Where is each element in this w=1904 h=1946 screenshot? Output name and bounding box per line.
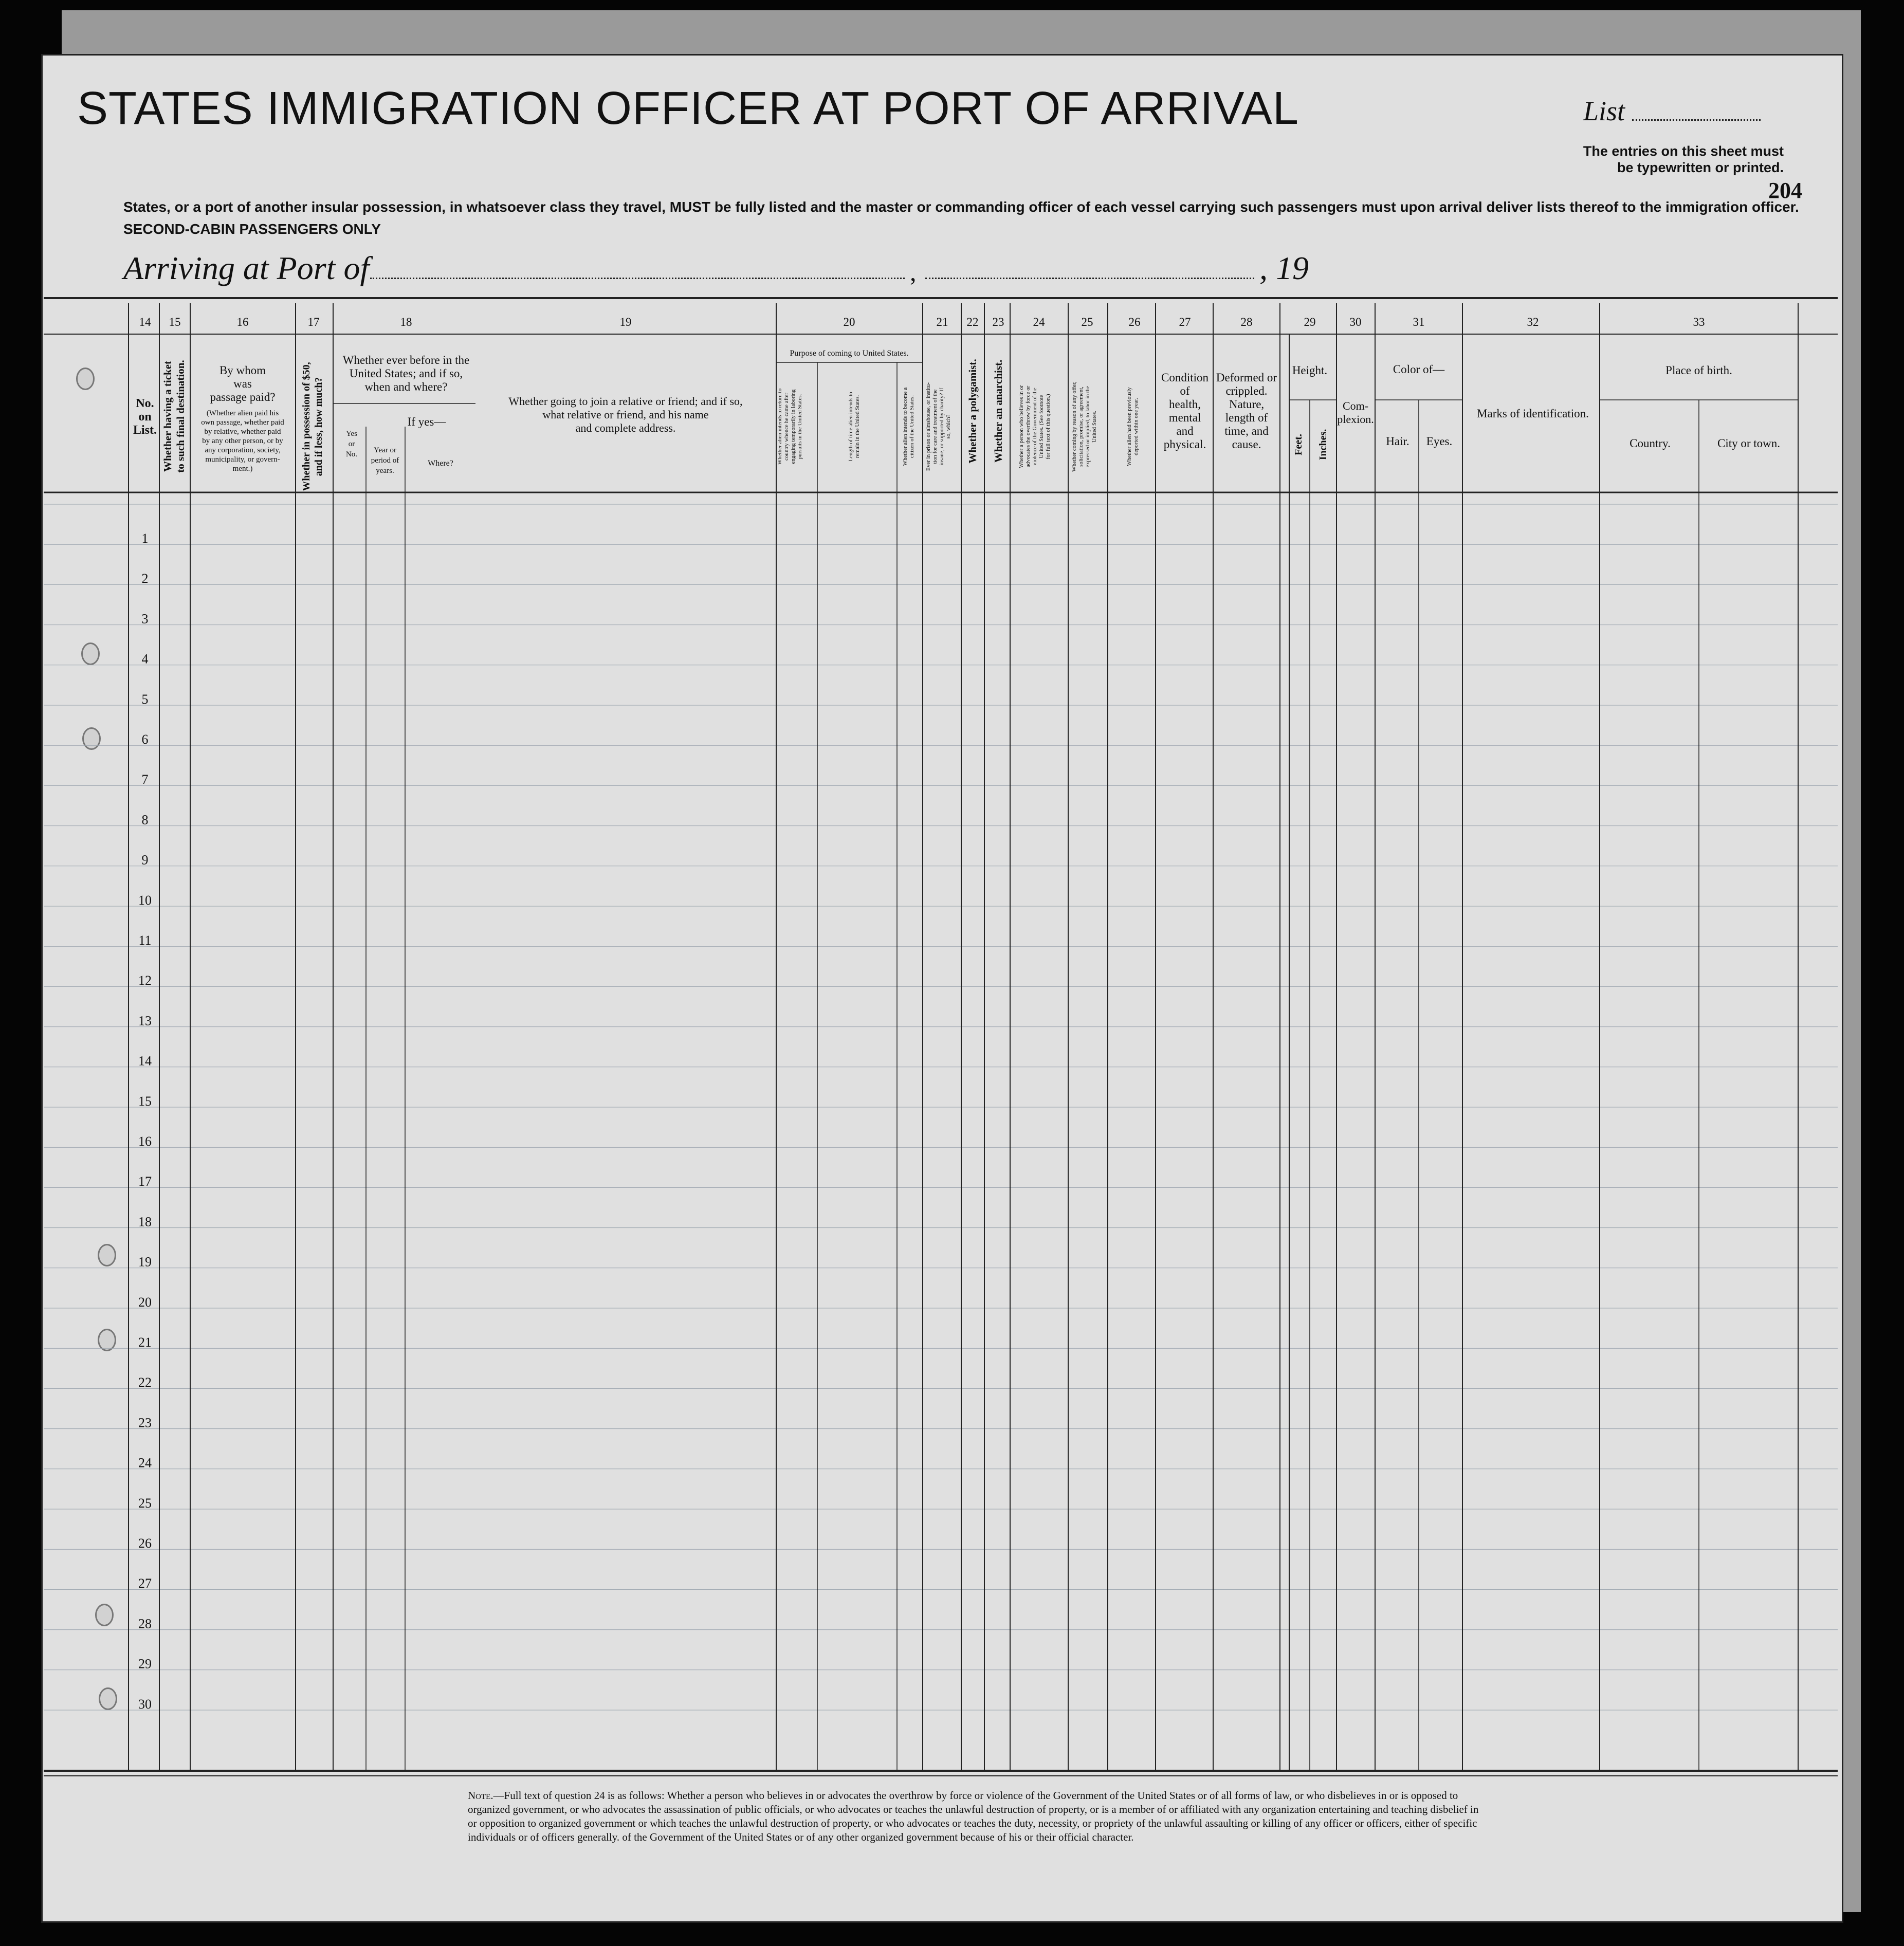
svg-text:Height.: Height. bbox=[1292, 364, 1328, 377]
row-number: 16 bbox=[138, 1134, 152, 1149]
note-label: Note. bbox=[468, 1789, 493, 1802]
col-num-24: 24 bbox=[1033, 316, 1045, 328]
header-overthrow-government bbox=[1018, 385, 1051, 468]
row-number: 22 bbox=[138, 1375, 152, 1390]
svg-text:Whether having a ticket: Whether having a ticket bbox=[161, 360, 174, 472]
svg-text:Purpose of coming to United St: Purpose of coming to United States. bbox=[790, 349, 909, 358]
row-number: 17 bbox=[138, 1174, 152, 1189]
svg-text:United States; and if so,: United States; and if so, bbox=[349, 367, 463, 380]
header-height bbox=[1292, 364, 1329, 460]
svg-text:passage paid?: passage paid? bbox=[210, 391, 276, 403]
svg-text:Com-: Com- bbox=[1342, 399, 1369, 412]
row-number: 27 bbox=[138, 1576, 152, 1591]
svg-text:Place of birth.: Place of birth. bbox=[1665, 364, 1732, 377]
header-offer-to-labor bbox=[1071, 381, 1097, 472]
svg-text:pursuits in the United States.: pursuits in the United States. bbox=[797, 394, 803, 460]
col-num-14: 14 bbox=[139, 316, 151, 328]
header-possession-50 bbox=[301, 362, 324, 491]
row-number: 15 bbox=[138, 1093, 152, 1109]
col-num-23: 23 bbox=[992, 316, 1004, 328]
svg-text:violence of the Government of: violence of the Government of the bbox=[1032, 388, 1038, 466]
table-grid bbox=[44, 298, 1838, 1776]
svg-text:when and where?: when and where? bbox=[364, 380, 448, 393]
svg-text:Country.: Country. bbox=[1630, 437, 1671, 450]
svg-text:Whether an anarchist.: Whether an anarchist. bbox=[992, 359, 1004, 463]
svg-text:and complete address.: and complete address. bbox=[575, 421, 676, 434]
svg-text:or: or bbox=[348, 440, 355, 448]
col-num-15: 15 bbox=[169, 316, 181, 328]
col-num-29: 29 bbox=[1304, 316, 1316, 328]
svg-text:by relative, whether paid: by relative, whether paid bbox=[204, 428, 281, 436]
row-number: 29 bbox=[138, 1656, 152, 1672]
header-previously-deported bbox=[1126, 387, 1139, 466]
col-num-21: 21 bbox=[936, 316, 948, 328]
svg-text:Whether going to join a relati: Whether going to join a relative or friend; and if so, bbox=[508, 395, 743, 408]
svg-text:citizen of the United States.: citizen of the United States. bbox=[909, 395, 915, 458]
svg-text:Color of—: Color of— bbox=[1393, 363, 1445, 376]
col-num-32: 32 bbox=[1527, 316, 1539, 328]
svg-text:plexion.: plexion. bbox=[1337, 413, 1374, 426]
svg-text:Hair.: Hair. bbox=[1386, 435, 1409, 448]
year-prefix: , 19 bbox=[1259, 250, 1309, 286]
header-ticket-destination bbox=[161, 360, 187, 472]
svg-text:country whence he came after: country whence he came after bbox=[783, 393, 790, 461]
row-number: 20 bbox=[138, 1294, 152, 1310]
svg-text:mental: mental bbox=[1168, 411, 1201, 424]
svg-text:for full text of this question: for full text of this question.) bbox=[1045, 394, 1051, 460]
arriving-port-label: Arriving at Port of bbox=[123, 250, 370, 286]
svg-text:Whether a person who believes: Whether a person who believes in or bbox=[1018, 385, 1024, 468]
svg-text:Eyes.: Eyes. bbox=[1426, 435, 1453, 448]
date-separator: , bbox=[910, 258, 917, 286]
header-condition-health bbox=[1161, 371, 1209, 451]
svg-text:to such final destination.: to such final destination. bbox=[174, 360, 187, 473]
svg-text:Whether coming by reason of an: Whether coming by reason of any offer, bbox=[1071, 381, 1077, 472]
row-number: 24 bbox=[138, 1455, 152, 1471]
svg-text:ment.): ment.) bbox=[232, 465, 253, 473]
header-polygamist-anarchist bbox=[966, 359, 1004, 463]
col-num-28: 28 bbox=[1240, 316, 1253, 328]
header-color-of bbox=[1386, 363, 1452, 448]
row-number: 6 bbox=[141, 732, 149, 747]
svg-text:cause.: cause. bbox=[1232, 438, 1261, 451]
header-place-of-birth bbox=[1630, 364, 1780, 450]
entries-notice: The entries on this sheet must be typewritten or printed. bbox=[1583, 143, 1784, 175]
svg-text:List.: List. bbox=[133, 424, 157, 437]
col-num-27: 27 bbox=[1179, 316, 1191, 328]
svg-text:by any other person, or by: by any other person, or by bbox=[202, 437, 283, 445]
svg-text:City or town.: City or town. bbox=[1717, 437, 1781, 450]
header-deformed-crippled bbox=[1216, 371, 1277, 451]
row-number: 11 bbox=[138, 933, 152, 948]
header-complexion bbox=[1337, 399, 1374, 426]
svg-text:No.: No. bbox=[345, 450, 358, 458]
row-number: 12 bbox=[138, 973, 152, 988]
col-num-17: 17 bbox=[307, 316, 320, 328]
row-number: 9 bbox=[141, 852, 149, 868]
row-number: 1 bbox=[141, 531, 149, 546]
svg-text:physical.: physical. bbox=[1163, 438, 1206, 451]
svg-text:years.: years. bbox=[376, 467, 394, 475]
svg-text:Year or: Year or bbox=[374, 446, 396, 454]
col-num-18: 18 bbox=[400, 316, 412, 328]
svg-text:period of: period of bbox=[371, 456, 399, 465]
svg-text:own passage, whether paid: own passage, whether paid bbox=[201, 418, 284, 427]
svg-text:what relative or friend, and h: what relative or friend, and his name bbox=[542, 408, 709, 421]
svg-text:Length of time alien intends t: Length of time alien intends to bbox=[848, 392, 854, 462]
svg-text:time, and: time, and bbox=[1224, 425, 1269, 437]
row-number: 23 bbox=[138, 1415, 152, 1430]
svg-text:Whether alien intends to becom: Whether alien intends to become a bbox=[902, 387, 908, 466]
row-number: 21 bbox=[138, 1335, 152, 1350]
svg-text:was: was bbox=[233, 377, 252, 390]
svg-text:If yes—: If yes— bbox=[407, 415, 446, 428]
row-number: 13 bbox=[138, 1013, 152, 1029]
row-number: 30 bbox=[138, 1696, 152, 1712]
row-number: 2 bbox=[141, 571, 149, 586]
svg-text:expressed or implied, to labor: expressed or implied, to labor in the bbox=[1085, 385, 1091, 468]
svg-text:on: on bbox=[138, 410, 152, 424]
col-num-33: 33 bbox=[1693, 316, 1705, 328]
row-number-column bbox=[138, 531, 152, 1712]
header-purpose-of-coming bbox=[777, 349, 915, 466]
col-num-30: 30 bbox=[1349, 316, 1362, 328]
svg-text:United States.: United States. bbox=[1091, 411, 1097, 443]
svg-text:and if less, how much?: and if less, how much? bbox=[313, 377, 324, 476]
row-number: 3 bbox=[141, 611, 149, 627]
header-no-on-list bbox=[133, 397, 157, 437]
svg-text:insane, or supported by charit: insane, or supported by charity? If bbox=[939, 388, 945, 466]
cabin-class-label: SECOND-CABIN PASSENGERS ONLY bbox=[123, 221, 381, 237]
header-marks-identification: Marks of identification. bbox=[1477, 407, 1589, 420]
col-num-26: 26 bbox=[1128, 316, 1141, 328]
header-passage-paid bbox=[201, 364, 284, 473]
svg-text:advocates the overthrow by for: advocates the overthrow by force or bbox=[1025, 385, 1031, 468]
row-number: 18 bbox=[138, 1214, 152, 1229]
svg-text:remain in the United States.: remain in the United States. bbox=[854, 395, 861, 458]
svg-text:of: of bbox=[1180, 384, 1190, 397]
svg-text:Deformed or: Deformed or bbox=[1216, 371, 1277, 384]
svg-text:so, which?: so, which? bbox=[945, 414, 951, 439]
row-number: 14 bbox=[138, 1053, 152, 1069]
page-title: STATES IMMIGRATION OFFICER AT PORT OF ARRIVAL bbox=[77, 83, 1299, 134]
row-number: 8 bbox=[141, 812, 149, 828]
row-number: 28 bbox=[138, 1616, 152, 1631]
row-number: 25 bbox=[138, 1495, 152, 1511]
svg-text:Whether a polygamist.: Whether a polygamist. bbox=[966, 359, 979, 464]
svg-text:health,: health, bbox=[1169, 398, 1201, 411]
svg-text:Feet.: Feet. bbox=[1293, 434, 1304, 455]
note-text: —Full text of question 24 is as follows: Whether a person who believes in or advocates the overthrow by force or violence of the Government of the United States or of all forms of law, or who disbelieves in or is opposed to organized government, or who advocates the assassination of public officials, or who advocates or teaches the unlawful destruction of property, or is a member of or affiliated with any organization entertaining and teaching disbelief in or opposition to organized government or which teaches the unlawful destruction of property, or who advocates or teaches the duty, necessity, or propriety of the unlawful assaulting or killing of any officer or officers, either of specific individuals or of officers generally. of the Government of the United States or of any other organized government because of his or their official character. bbox=[468, 1789, 1479, 1843]
row-number: 10 bbox=[138, 892, 152, 908]
row-number: 7 bbox=[141, 772, 149, 787]
svg-text:length of: length of bbox=[1225, 411, 1268, 424]
col-num-31: 31 bbox=[1413, 316, 1425, 328]
svg-text:Whether alien intends to retur: Whether alien intends to return to bbox=[777, 388, 783, 465]
svg-text:Inches.: Inches. bbox=[1317, 429, 1329, 461]
svg-text:tion for care and treatment of: tion for care and treatment of the bbox=[932, 389, 938, 464]
row-number: 26 bbox=[138, 1536, 152, 1551]
svg-text:and: and bbox=[1176, 425, 1194, 437]
svg-text:any corporation, society,: any corporation, society, bbox=[205, 446, 281, 454]
svg-text:Yes: Yes bbox=[346, 430, 357, 438]
svg-text:engaging temporarily in labori: engaging temporarily in laboring bbox=[790, 389, 796, 464]
row-number: 4 bbox=[141, 651, 149, 667]
svg-text:crippled.: crippled. bbox=[1225, 384, 1268, 397]
svg-text:Nature,: Nature, bbox=[1229, 398, 1265, 411]
svg-text:Condition: Condition bbox=[1161, 371, 1209, 384]
svg-text:Whether in possession of $50,: Whether in possession of $50, bbox=[301, 362, 312, 491]
svg-text:solicitation, promise, or agre: solicitation, promise, or agreement, bbox=[1078, 387, 1084, 467]
col-num-22: 22 bbox=[966, 316, 979, 328]
col-num-19: 19 bbox=[619, 316, 632, 328]
header-ever-before-in-us bbox=[343, 354, 469, 475]
row-number: 19 bbox=[138, 1254, 152, 1270]
svg-text:By whom: By whom bbox=[219, 364, 266, 377]
svg-text:No.: No. bbox=[136, 397, 154, 410]
list-number-label: List bbox=[1583, 96, 1625, 126]
sheet-number: 204 bbox=[1768, 178, 1802, 203]
row-number: 5 bbox=[141, 691, 149, 707]
footnote-question-24 bbox=[468, 1789, 1480, 1844]
svg-text:deported within one year.: deported within one year. bbox=[1133, 398, 1139, 455]
svg-text:Ever in prison or almshouse, o: Ever in prison or almshouse, or institu- bbox=[925, 382, 931, 471]
col-num-20: 20 bbox=[843, 316, 855, 328]
svg-text:Where?: Where? bbox=[428, 459, 453, 468]
svg-text:Whether alien had been previou: Whether alien had been previously bbox=[1126, 387, 1132, 466]
svg-text:municipality, or govern-: municipality, or govern- bbox=[205, 455, 280, 464]
header-prison-almshouse bbox=[925, 382, 951, 471]
column-numbers bbox=[139, 316, 1705, 328]
svg-text:United States. (See footnote: United States. (See footnote bbox=[1038, 395, 1045, 458]
col-num-25: 25 bbox=[1081, 316, 1093, 328]
header-join-relative bbox=[508, 395, 742, 434]
instructions-text: States, or a port of another insular possession, in whatsoever class they travel, MUST be fully listed and the master or commanding officer of each vessel carrying such passengers must upon arrival deliver lists thereof to the immigration officer. bbox=[123, 199, 1799, 215]
svg-text:(Whether alien paid his: (Whether alien paid his bbox=[206, 409, 279, 417]
col-num-16: 16 bbox=[236, 316, 249, 328]
svg-text:Whether ever before in the: Whether ever before in the bbox=[342, 354, 470, 366]
